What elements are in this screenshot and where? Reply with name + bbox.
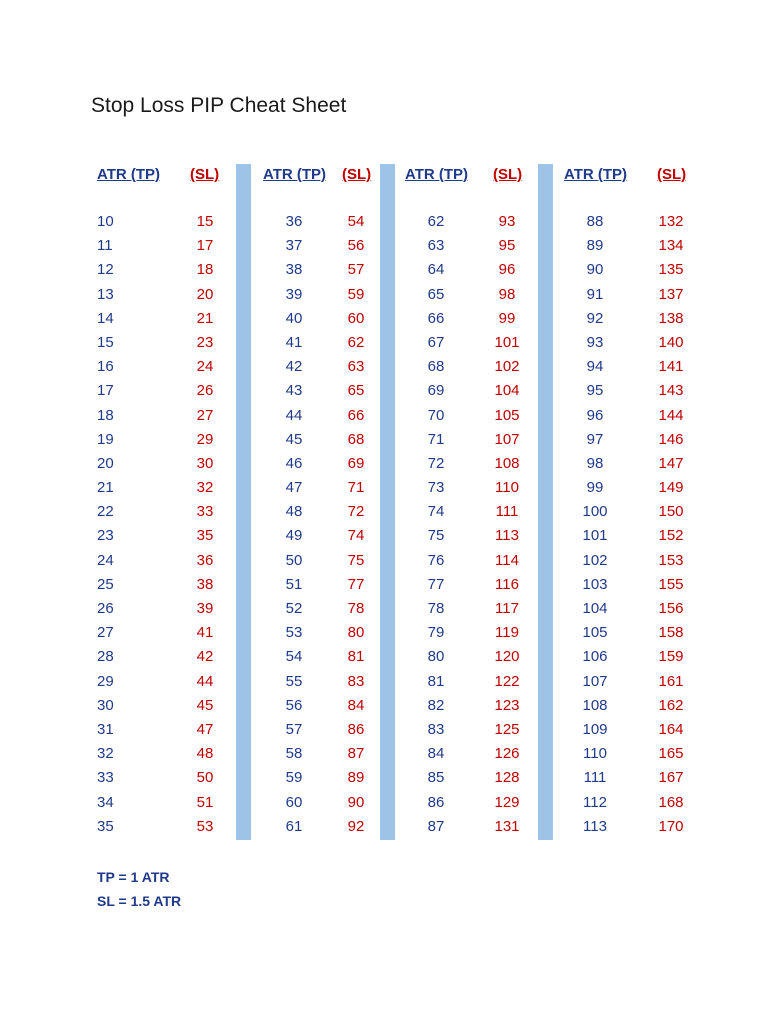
sl-cell: 44 xyxy=(196,672,214,690)
sl-cell: 170 xyxy=(658,817,684,835)
sl-cell: 156 xyxy=(658,600,684,617)
sl-cell: 134 xyxy=(658,237,684,255)
sl-cell: 72 xyxy=(347,503,365,521)
note-tp: TP = 1 ATR xyxy=(97,869,170,885)
atr-tp-cell: 96 xyxy=(586,406,604,424)
atr-tp-cell: 87 xyxy=(427,817,445,835)
atr-tp-cell: 108 xyxy=(582,696,608,714)
atr-tp-cell: 57 xyxy=(285,720,303,738)
atr-tp-cell: 39 xyxy=(285,285,303,303)
atr-tp-cell: 16 xyxy=(97,358,114,376)
atr-tp-cell: 22 xyxy=(97,503,114,521)
sl-cell: 113 xyxy=(495,527,519,545)
sl-cell: 131 xyxy=(494,817,520,835)
atr-tp-cell: 24 xyxy=(97,551,114,569)
atr-tp-cell: 48 xyxy=(285,503,303,521)
atr-tp-cell: 43 xyxy=(285,382,303,400)
sl-cell: 165 xyxy=(658,745,684,763)
sl-cell: 116 xyxy=(495,575,519,593)
sl-cell: 71 xyxy=(347,479,365,497)
sl-cell: 17 xyxy=(196,237,214,255)
page-title: Stop Loss PIP Cheat Sheet xyxy=(91,94,347,117)
atr-tp-cell: 98 xyxy=(586,454,604,472)
column-divider xyxy=(380,164,395,840)
sl-cell: 164 xyxy=(658,720,684,738)
sl-cell: 69 xyxy=(347,454,365,472)
atr-tp-cell: 102 xyxy=(582,551,608,569)
atr-tp-cell: 79 xyxy=(427,624,445,642)
atr-tp-cell: 81 xyxy=(427,672,445,690)
atr-tp-cell: 93 xyxy=(586,333,604,351)
sl-cell: 27 xyxy=(196,406,214,424)
sl-cell: 135 xyxy=(658,261,684,279)
atr-tp-cell: 97 xyxy=(586,430,604,448)
atr-tp-cell: 66 xyxy=(427,309,445,327)
sl-cell: 63 xyxy=(347,358,365,376)
sl-cell: 51 xyxy=(196,793,214,811)
atr-tp-cell: 40 xyxy=(285,309,303,327)
atr-tp-cell: 107 xyxy=(582,672,608,690)
sl-cell: 86 xyxy=(347,720,365,738)
sl-cell: 84 xyxy=(347,696,365,714)
atr-tp-cell: 85 xyxy=(427,769,445,787)
atr-tp-column xyxy=(97,210,114,839)
atr-tp-cell: 63 xyxy=(427,237,445,255)
atr-tp-cell: 89 xyxy=(586,237,604,255)
atr-tp-cell: 11 xyxy=(97,237,113,255)
sl-cell: 144 xyxy=(658,406,684,424)
sl-column xyxy=(494,210,519,839)
sl-cell: 162 xyxy=(658,696,684,714)
atr-tp-cell: 28 xyxy=(97,648,114,666)
atr-tp-cell: 50 xyxy=(285,551,303,569)
sl-cell: 39 xyxy=(196,600,214,617)
sl-cell: 105 xyxy=(494,406,520,424)
atr-tp-cell: 49 xyxy=(285,527,303,545)
sl-cell: 90 xyxy=(347,793,365,811)
sl-cell: 80 xyxy=(347,624,365,642)
atr-tp-cell: 76 xyxy=(427,551,445,569)
atr-tp-cell: 83 xyxy=(427,720,445,738)
atr-tp-cell: 37 xyxy=(285,237,303,255)
note-sl: SL = 1.5 ATR xyxy=(97,893,182,909)
atr-tp-cell: 19 xyxy=(97,430,114,448)
sl-cell: 137 xyxy=(658,285,684,303)
sl-cell: 153 xyxy=(658,551,684,569)
sl-cell: 53 xyxy=(196,817,214,835)
atr-tp-cell: 110 xyxy=(583,745,607,763)
atr-tp-cell: 38 xyxy=(285,261,303,279)
atr-tp-cell: 72 xyxy=(427,454,445,472)
atr-tp-cell: 94 xyxy=(586,358,604,376)
sl-cell: 41 xyxy=(196,624,214,642)
atr-tp-cell: 67 xyxy=(427,333,445,351)
header-atr-tp: ATR (TP) xyxy=(564,166,628,183)
sl-cell: 168 xyxy=(658,793,684,811)
sl-cell: 60 xyxy=(347,309,365,327)
sl-cell: 18 xyxy=(196,261,214,279)
atr-tp-cell: 29 xyxy=(97,672,114,690)
atr-tp-cell: 34 xyxy=(97,793,114,811)
sl-cell: 167 xyxy=(658,769,684,787)
sl-cell: 152 xyxy=(658,527,684,545)
sl-cell: 30 xyxy=(196,454,214,472)
header-atr-tp: ATR (TP) xyxy=(263,166,327,183)
atr-tp-cell: 61 xyxy=(285,817,303,835)
sl-cell: 83 xyxy=(347,672,365,690)
sl-cell: 92 xyxy=(347,817,365,835)
sl-cell: 87 xyxy=(347,745,365,763)
header-atr-tp: ATR (TP) xyxy=(405,166,469,183)
sl-cell: 78 xyxy=(347,600,365,617)
sl-cell: 15 xyxy=(196,213,214,230)
sl-cell: 150 xyxy=(658,503,684,521)
atr-tp-cell: 111 xyxy=(583,769,607,787)
atr-tp-column xyxy=(286,210,303,839)
sl-cell: 26 xyxy=(196,382,214,400)
sl-cell: 125 xyxy=(494,720,520,738)
sl-cell: 96 xyxy=(498,261,516,279)
sl-cell: 77 xyxy=(347,575,365,593)
atr-tp-cell: 64 xyxy=(427,261,445,279)
column-divider xyxy=(538,164,553,840)
sl-cell: 35 xyxy=(196,527,214,545)
sl-cell: 120 xyxy=(494,648,520,666)
atr-tp-cell: 104 xyxy=(582,600,608,617)
atr-tp-column xyxy=(582,210,607,839)
sl-cell: 98 xyxy=(498,285,516,303)
atr-tp-cell: 78 xyxy=(427,600,445,617)
atr-tp-cell: 82 xyxy=(427,696,445,714)
sl-cell: 50 xyxy=(196,769,214,787)
atr-tp-cell: 30 xyxy=(97,696,114,714)
atr-tp-cell: 33 xyxy=(97,769,114,787)
atr-tp-cell: 54 xyxy=(285,648,303,666)
sl-cell: 146 xyxy=(658,430,684,448)
atr-tp-cell: 46 xyxy=(285,454,303,472)
atr-tp-cell: 59 xyxy=(285,769,303,787)
sl-cell: 117 xyxy=(495,600,519,617)
atr-tp-cell: 95 xyxy=(586,382,604,400)
sl-cell: 23 xyxy=(196,333,214,351)
sl-cell: 32 xyxy=(196,479,214,497)
sl-cell: 29 xyxy=(196,430,214,448)
sl-cell: 123 xyxy=(494,696,520,714)
sl-cell: 132 xyxy=(658,213,684,230)
atr-tp-cell: 100 xyxy=(582,503,608,521)
atr-tp-cell: 23 xyxy=(97,527,114,545)
atr-tp-cell: 44 xyxy=(285,406,303,424)
sl-cell: 99 xyxy=(498,309,516,327)
atr-tp-cell: 20 xyxy=(97,454,114,472)
atr-tp-cell: 73 xyxy=(427,479,445,497)
atr-tp-cell: 47 xyxy=(285,479,303,497)
atr-tp-cell: 12 xyxy=(97,261,114,279)
header-sl: (SL) xyxy=(190,166,220,183)
atr-tp-cell: 56 xyxy=(285,696,303,714)
sl-cell: 66 xyxy=(347,406,365,424)
sl-cell: 102 xyxy=(494,358,520,376)
sl-cell: 48 xyxy=(196,745,214,763)
atr-tp-cell: 112 xyxy=(583,793,607,811)
sl-cell: 56 xyxy=(347,237,365,255)
sl-cell: 128 xyxy=(494,769,520,787)
sl-cell: 57 xyxy=(347,261,365,279)
atr-tp-cell: 113 xyxy=(583,817,607,835)
atr-tp-cell: 42 xyxy=(285,358,303,376)
atr-tp-cell: 105 xyxy=(582,624,608,642)
atr-tp-cell: 21 xyxy=(97,479,114,497)
sl-cell: 110 xyxy=(495,479,519,497)
atr-tp-cell: 60 xyxy=(285,793,303,811)
sl-cell: 47 xyxy=(196,720,214,738)
atr-tp-cell: 26 xyxy=(97,600,114,617)
sl-column xyxy=(658,210,683,839)
sl-column xyxy=(348,210,365,839)
sl-cell: 95 xyxy=(498,237,516,255)
sl-cell: 54 xyxy=(347,213,365,230)
sl-cell: 107 xyxy=(494,430,520,448)
atr-tp-cell: 51 xyxy=(285,575,303,593)
atr-tp-cell: 45 xyxy=(285,430,303,448)
sl-cell: 141 xyxy=(658,358,684,376)
atr-tp-cell: 15 xyxy=(97,333,114,351)
sl-cell: 89 xyxy=(347,769,365,787)
sl-cell: 75 xyxy=(347,551,365,569)
atr-tp-cell: 99 xyxy=(586,479,604,497)
atr-tp-cell: 80 xyxy=(427,648,445,666)
atr-tp-cell: 18 xyxy=(97,406,114,424)
sl-cell: 24 xyxy=(196,358,214,376)
atr-tp-cell: 35 xyxy=(97,817,114,835)
atr-tp-cell: 88 xyxy=(586,213,604,230)
atr-tp-cell: 36 xyxy=(285,213,303,230)
sl-cell: 74 xyxy=(347,527,365,545)
sl-cell: 104 xyxy=(494,382,520,400)
header-sl: (SL) xyxy=(657,166,687,183)
sl-cell: 62 xyxy=(347,333,365,351)
atr-tp-cell: 71 xyxy=(427,430,445,448)
atr-tp-cell: 14 xyxy=(97,309,114,327)
sl-cell: 149 xyxy=(658,479,684,497)
sl-cell: 147 xyxy=(658,454,684,472)
sl-cell: 155 xyxy=(658,575,684,593)
sl-cell: 93 xyxy=(498,213,516,230)
sl-cell: 119 xyxy=(495,624,519,642)
atr-tp-cell: 74 xyxy=(427,503,445,521)
atr-tp-cell: 68 xyxy=(427,358,445,376)
header-atr-tp: ATR (TP) xyxy=(97,166,161,183)
sl-cell: 33 xyxy=(196,503,214,521)
sl-cell: 20 xyxy=(196,285,214,303)
sl-cell: 143 xyxy=(658,382,684,400)
atr-tp-cell: 13 xyxy=(97,285,114,303)
header-sl: (SL) xyxy=(493,166,523,183)
atr-tp-cell: 86 xyxy=(427,793,445,811)
sl-cell: 129 xyxy=(494,793,520,811)
atr-tp-cell: 31 xyxy=(97,720,114,738)
sl-cell: 45 xyxy=(196,696,214,714)
atr-tp-cell: 17 xyxy=(97,382,114,400)
atr-tp-cell: 69 xyxy=(427,382,445,400)
sl-cell: 38 xyxy=(196,575,214,593)
sl-column xyxy=(197,210,214,839)
atr-tp-cell: 32 xyxy=(97,745,114,763)
atr-tp-cell: 91 xyxy=(586,285,604,303)
atr-tp-cell: 41 xyxy=(285,333,303,351)
atr-tp-cell: 62 xyxy=(427,213,445,230)
sl-cell: 42 xyxy=(196,648,214,666)
atr-tp-cell: 52 xyxy=(285,600,303,617)
column-divider xyxy=(236,164,251,840)
sl-cell: 126 xyxy=(494,745,520,763)
sl-cell: 138 xyxy=(658,309,684,327)
sl-cell: 161 xyxy=(658,672,684,690)
atr-tp-cell: 25 xyxy=(97,575,114,593)
atr-tp-cell: 58 xyxy=(285,745,303,763)
sl-cell: 111 xyxy=(495,503,519,521)
atr-tp-cell: 90 xyxy=(586,261,604,279)
atr-tp-cell: 77 xyxy=(427,575,445,593)
atr-tp-cell: 10 xyxy=(97,213,114,230)
sl-cell: 36 xyxy=(196,551,214,569)
atr-tp-cell: 53 xyxy=(285,624,303,642)
sl-cell: 21 xyxy=(196,309,214,327)
atr-tp-cell: 27 xyxy=(97,624,114,642)
atr-tp-cell: 103 xyxy=(582,575,608,593)
sl-cell: 158 xyxy=(658,624,684,642)
sl-cell: 65 xyxy=(347,382,365,400)
atr-tp-cell: 92 xyxy=(586,309,604,327)
header-sl: (SL) xyxy=(342,166,372,183)
atr-tp-cell: 84 xyxy=(427,745,445,763)
atr-tp-cell: 75 xyxy=(427,527,445,545)
atr-tp-cell: 101 xyxy=(582,527,608,545)
sl-cell: 114 xyxy=(495,551,519,569)
sl-cell: 122 xyxy=(494,672,520,690)
atr-tp-column xyxy=(428,210,445,839)
atr-tp-cell: 55 xyxy=(285,672,303,690)
sl-cell: 59 xyxy=(347,285,365,303)
atr-tp-cell: 65 xyxy=(427,285,445,303)
atr-tp-cell: 106 xyxy=(582,648,608,666)
sl-cell: 159 xyxy=(658,648,684,666)
atr-tp-cell: 70 xyxy=(427,406,445,424)
atr-tp-cell: 109 xyxy=(582,720,608,738)
sl-cell: 81 xyxy=(347,648,365,666)
sl-cell: 101 xyxy=(494,333,520,351)
sl-cell: 140 xyxy=(658,333,684,351)
sl-cell: 68 xyxy=(347,430,365,448)
sl-cell: 108 xyxy=(494,454,520,472)
